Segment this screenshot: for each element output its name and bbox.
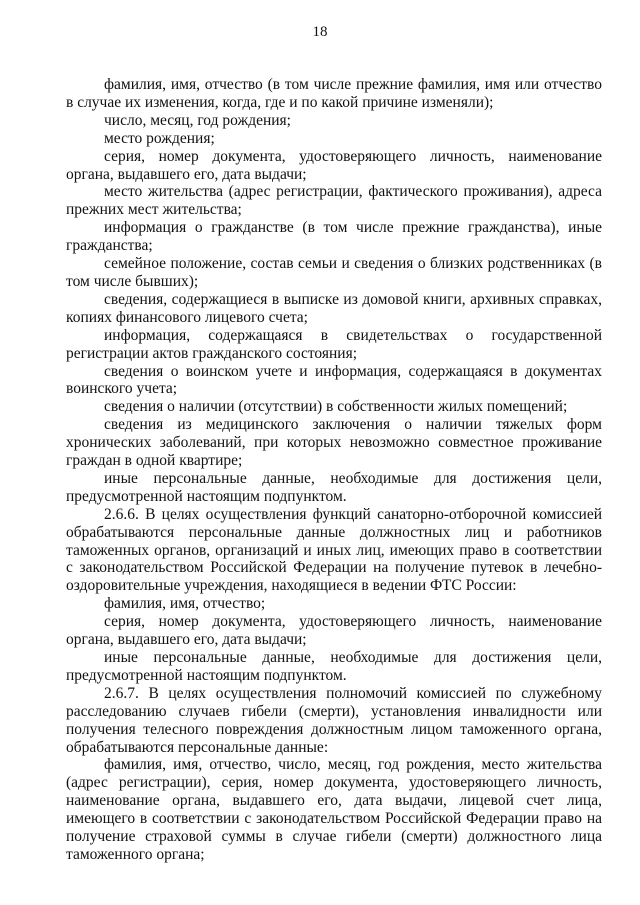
paragraph: семейное положение, состав семьи и сведения о близких родственниках (в том числе бывших); [66, 255, 602, 290]
paragraph: фамилия, имя, отчество, число, месяц, год рождения, место жительства (адрес регистрации), серия, номер документа, удостоверяющего личность, наименование органа, выдавшего его, дата выдачи, лицевой счет лица, имеющего в соответствии с законодательством Российской Федерации право на получение страховой суммы в случае гибели (смерти) должностного лица таможенного органа; [66, 756, 602, 863]
paragraph: сведения о воинском учете и информация, содержащаяся в документах воинского учета; [66, 362, 602, 398]
paragraph: 2.6.7. В целях осуществления полномочий комиссией по служебному расследованию случаев гибели (смерти), установления инвалидности или получения телесного повреждения должностным лицом таможенного органа, обрабатываются персональные данные: [66, 684, 602, 756]
paragraph: информация о гражданстве (в том числе прежние гражданства), иные гражданства; [66, 219, 602, 255]
paragraph: число, месяц, год рождения; [104, 111, 291, 129]
paragraph: серия, номер документа, удостоверяющего личность, наименование органа, выдавшего его, дата выдачи; [66, 613, 602, 649]
paragraph: фамилия, имя, отчество; [104, 595, 266, 613]
paragraph: информация, содержащаяся в свидетельствах о государственной регистрации актов гражданского состояния; [66, 326, 602, 362]
paragraph: сведения из медицинского заключения о наличии тяжелых форм хронических заболеваний, при которых невозможно совместное проживание граждан в одной квартире; [66, 416, 602, 470]
paragraph: место рождения; [104, 129, 215, 147]
paragraph: сведения, содержащиеся в выписке из домовой книги, архивных справках, копиях финансового лицевого счета; [66, 290, 602, 326]
paragraph: иные персональные данные, необходимые для достижения цели, предусмотренной настоящим подпунктом. [66, 649, 602, 684]
page-number: 18 [312, 24, 328, 40]
paragraph: иные персональные данные, необходимые для достижения цели, предусмотренной настоящим подпунктом. [66, 469, 602, 505]
body-text [66, 76, 602, 864]
paragraph: место жительства (адрес регистрации, фактического проживания), адреса прежних мест жительства; [66, 183, 602, 219]
paragraph: серия, номер документа, удостоверяющего личность, наименование органа, выдавшего его, дата выдачи; [66, 147, 602, 183]
paragraph: фамилия, имя, отчество (в том числе прежние фамилия, имя или отчество в случае их изменения, когда, где и по какой причине изменяли); [66, 76, 602, 111]
paragraph: сведения о наличии (отсутствии) в собственности жилых помещений; [104, 398, 568, 416]
paragraph: 2.6.6. В целях осуществления функций санаторно-отборочной комиссией обрабатываются персональные данные должностных лиц и работников таможенных органов, организаций и иных лиц, имеющих право в соответствии с законодательством Российской Федерации на получение путевок в лечебно-оздоровительные учреждения, находящиеся в ведении ФТС России: [66, 505, 602, 595]
